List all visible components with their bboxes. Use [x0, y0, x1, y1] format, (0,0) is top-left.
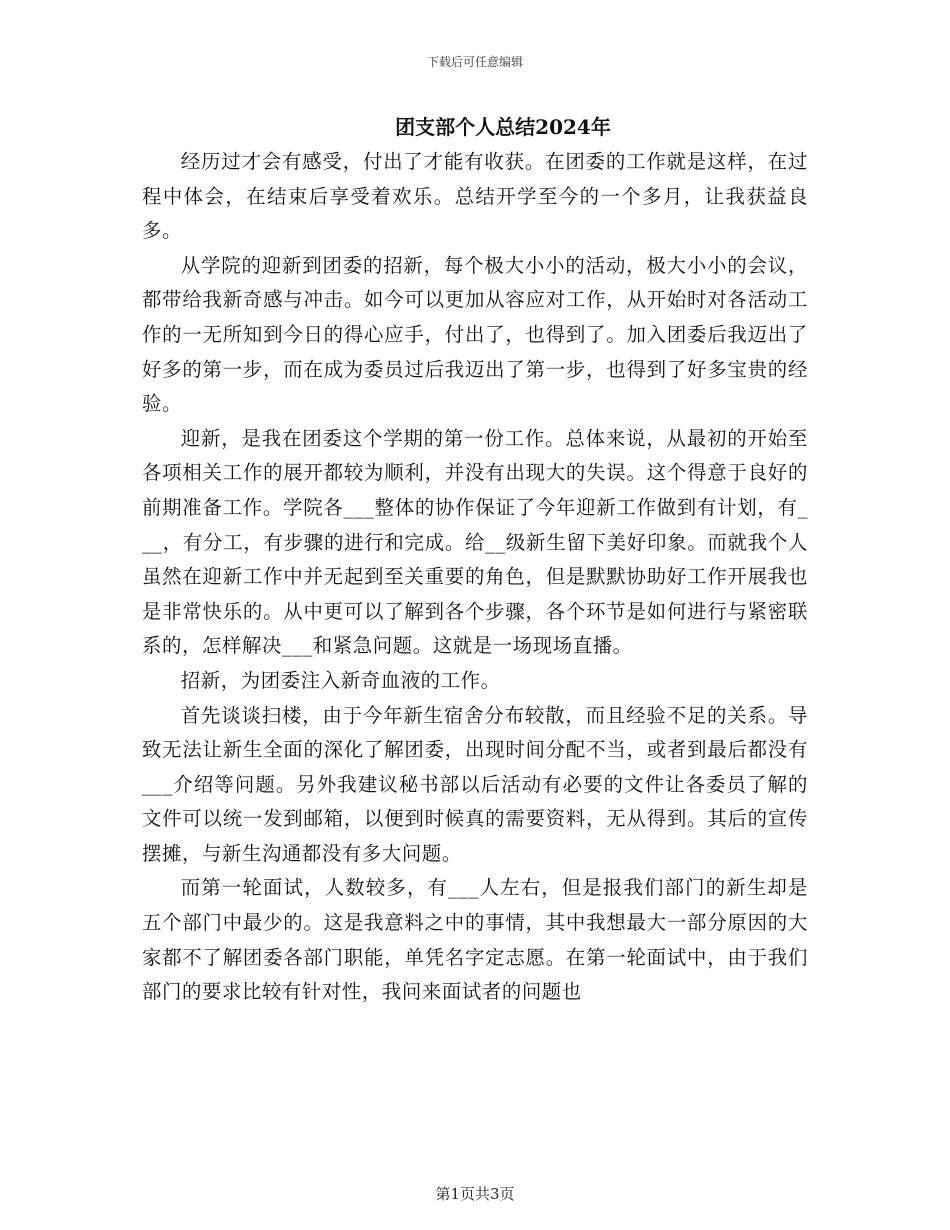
header-note: 下载后可任意编辑	[426, 55, 523, 69]
page-number-footer: 第1页共3页	[435, 1185, 515, 1203]
paragraph: 招新，为团委注入新奇血液的工作。	[180, 668, 501, 692]
paragraph: 从学院的迎新到团委的招新，每个极大小小的活动，极大小小的会议，都带给我新奇感与冲击。如今可以更加从容应对工作，从开始时对各活动工作的一无所知到今日的得心应手，付出了，也得到了。加入团委后我迈出了好多的第一步，而在成为委员过后我迈出了第一步，也得到了好多宝贵的经验。	[142, 253, 808, 416]
paragraph: 迎新，是我在团委这个学期的第一份工作。总体来说，从最初的开始至各项相关工作的展开都较为顺利，并没有出现大的失误。这个得意于良好的前期准备工作。学院各___整体的协作保证了今年迎新工作做到有计划，有___，有分工，有步骤的进行和完成。给__级新生留下美好印象。而就我个人虽然在迎新工作中并无起到至关重要的角色，但是默默协助好工作开展我也是非常快乐的。从中更可以了解到各个步骤，各个环节是如何进行与紧密联系的，怎样解决___和紧急问题。这就是一场现场直播。	[142, 426, 808, 658]
paragraph: 而第一轮面试，人数较多，有___人左右，但是报我们部门的新生却是五个部门中最少的。这是我意料之中的事情，其中我想最大一部分原因的大家都不了解团委各部门职能，单凭名字定志愿。在第一轮面试中，由于我们部门的要求比较有针对性，我问来面试者的问题也	[142, 876, 808, 1004]
paragraph: 经历过才会有感受，付出了才能有收获。在团委的工作就是这样，在过程中体会，在结束后享受着欢乐。总结开学至今的一个多月，让我获益良多。	[142, 150, 808, 243]
paragraph: 首先谈谈扫楼，由于今年新生宿舍分布较散，而且经验不足的关系。导致无法让新生全面的深化了解团委，出现时间分配不当，或者到最后都没有___介绍等问题。另外我建议秘书部以后活动有必要的文件让各委员了解的文件可以统一发到邮箱，以便到时候真的需要资料，无从得到。其后的宣传摆摊，与新生沟通都没有多大问题。	[142, 703, 808, 865]
document-body	[142, 145, 808, 1010]
document-title: 团支部个人总结2024年	[395, 115, 611, 139]
